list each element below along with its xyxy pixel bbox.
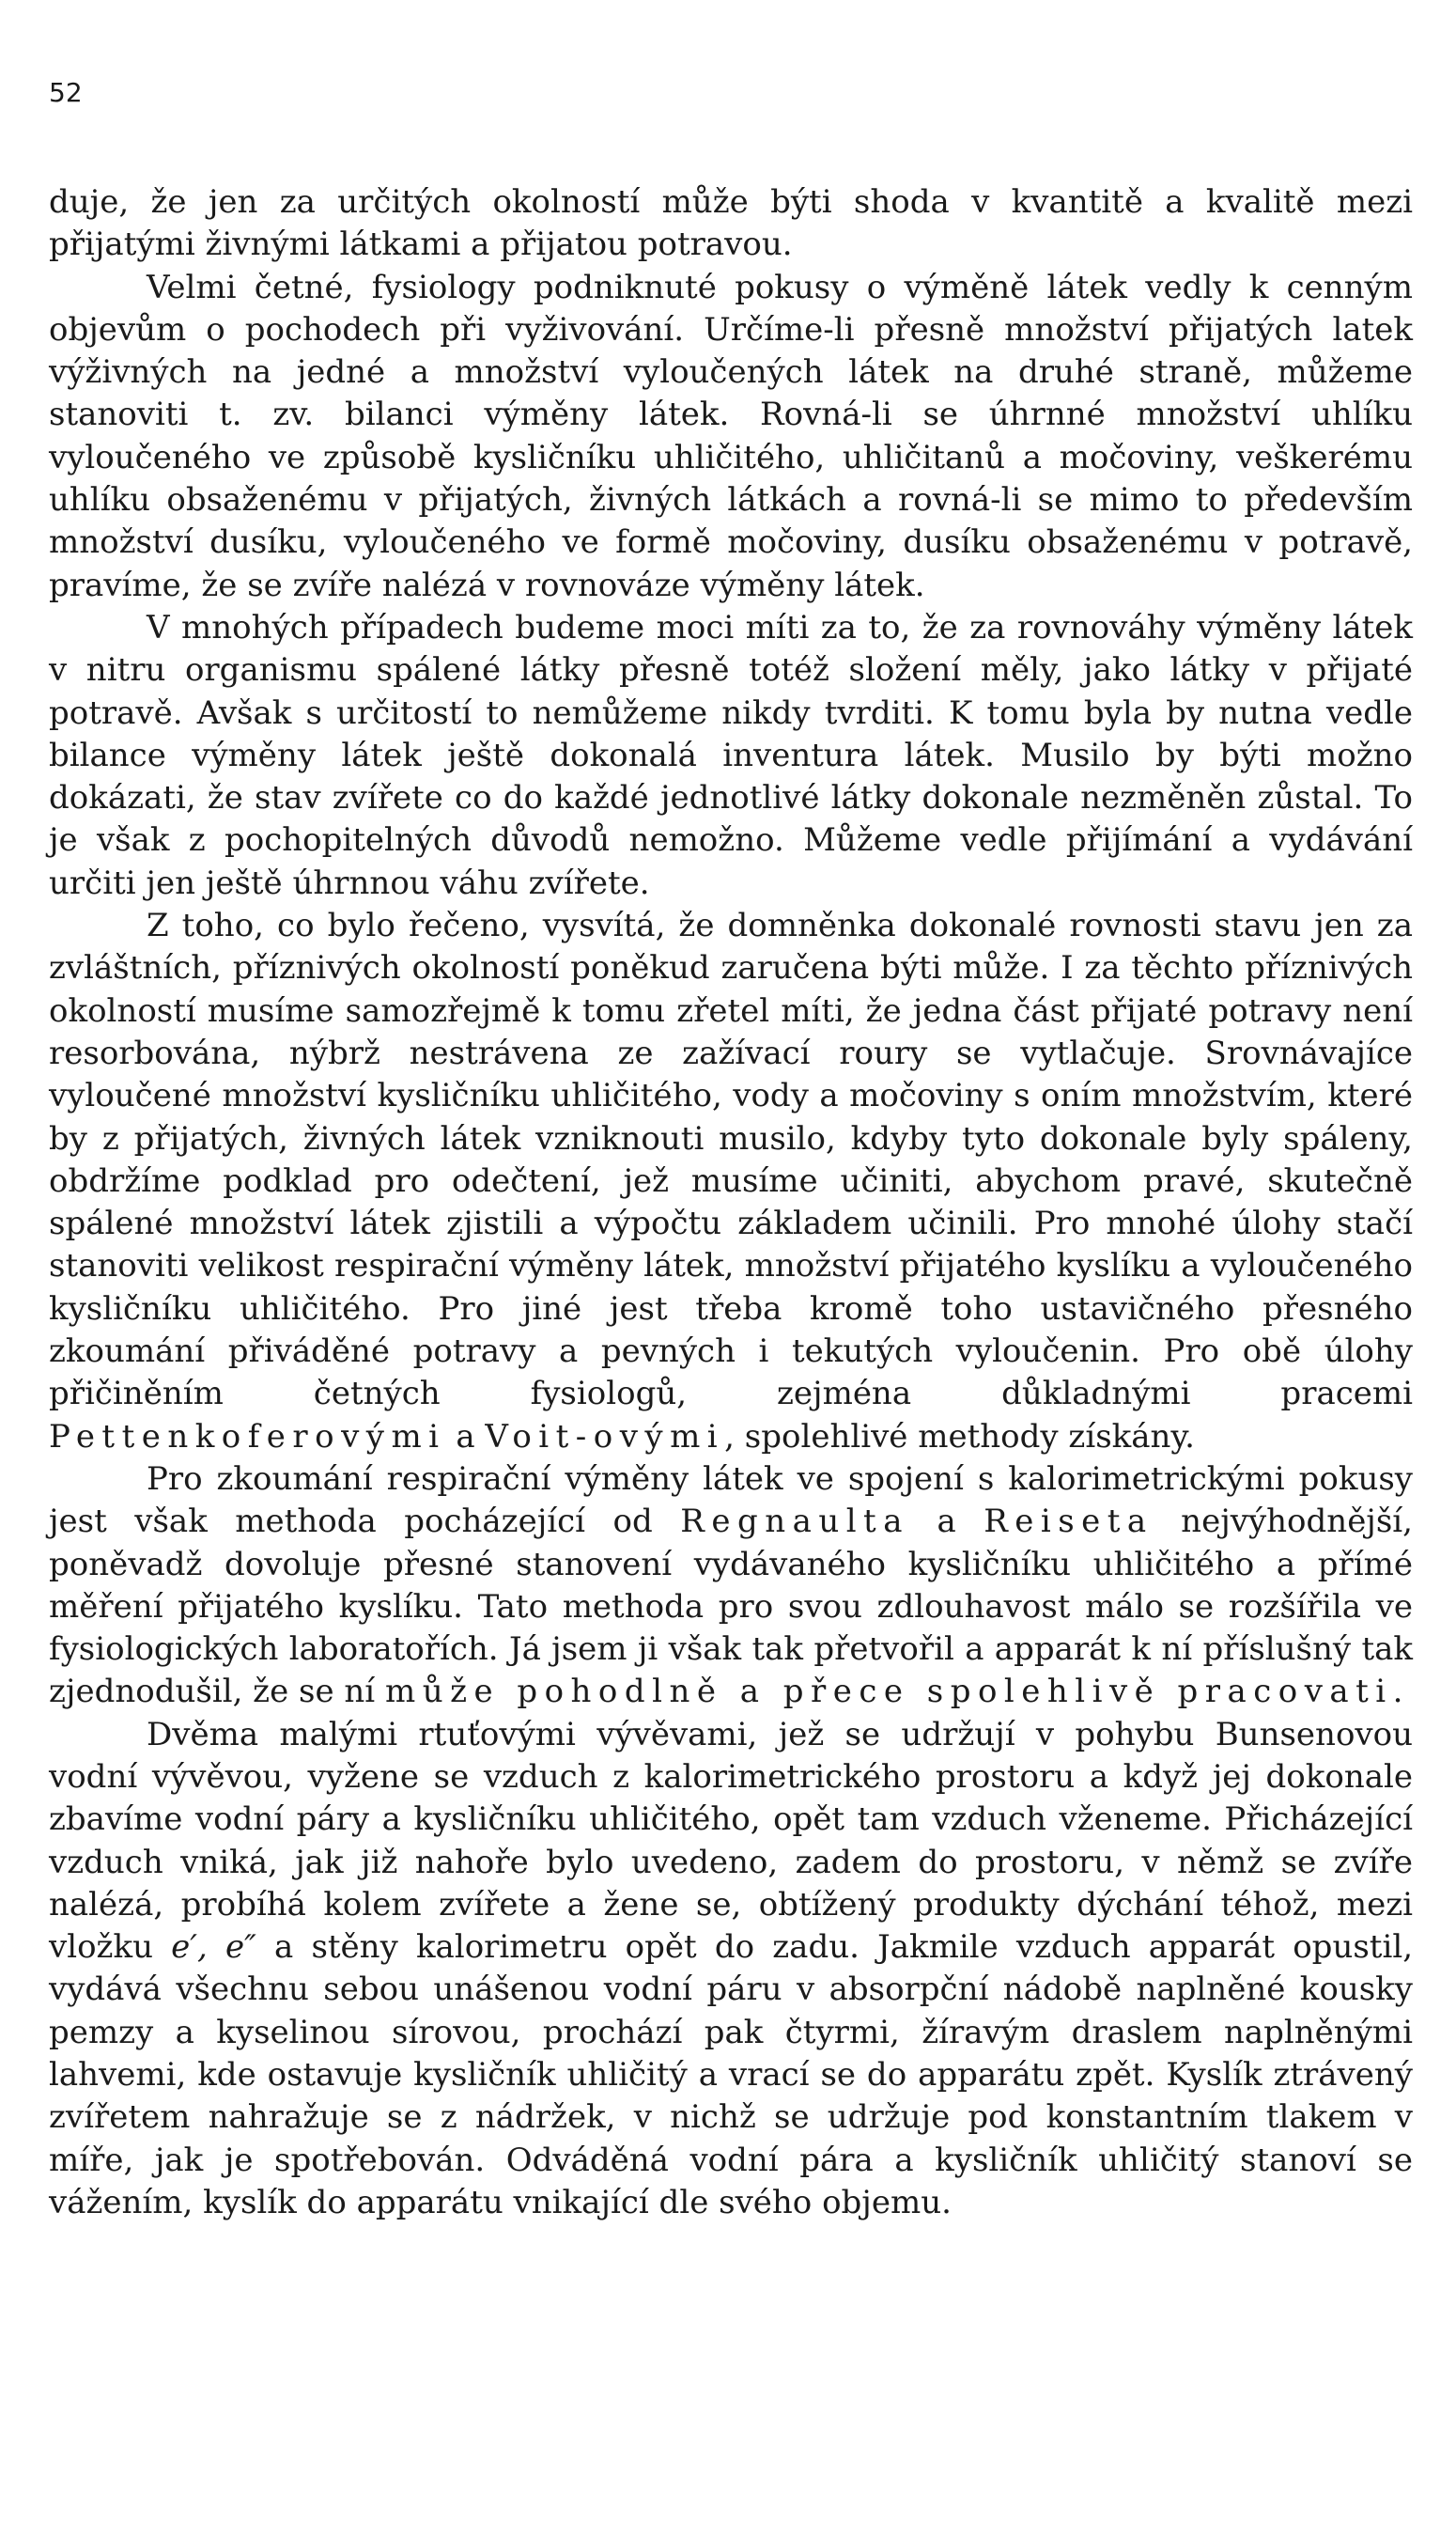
author-name-reiset: Reiseta bbox=[984, 1503, 1154, 1541]
text-segment: a stěny kalorimetru opět do zadu. Jakmile vzduch apparát opustil, vydává všechnu sebou unášenou vodní páru v absorpční nádobě naplněné kousky pemzy a kyselinou sírovou, prochází pak čtyrmi, žíravým draslem naplněnými lahvemi, kde ostavuje kysličník uhličitý a vrací se do apparátu zpět. Kyslík ztrávený zvířetem nahražuje se z nádržek, v nichž se udržuje pod konstantním tlakem v míře, jak je spotřebován. Odváděná vodní pára a kysličník uhličitý stanoví se vážením, kyslík do apparátu vnikající dle svého objemu. bbox=[49, 1928, 1414, 2221]
text-segment: Dvěma malými rtuťovými vývěvami, jež se udržují v pohybu Bunsenovou vodní vývěvou, vyžene se vzduch z kalorimetrického prostoru a když jej dokonale zbavíme vodní páry a kysličníku uhličitého, opět tam vzduch vženeme. Přicházející vzduch vniká, jak již nahoře bylo uvedeno, zadem do prostoru, v němž se zvíře nalézá, probíhá kolem zvířete a žene se, obtížený produkty dýchání téhož, mezi vložku bbox=[49, 1715, 1413, 1967]
emphasis-text: může pohodlně a přece spolehlivě pracovati bbox=[384, 1673, 1393, 1711]
page-number: 52 bbox=[49, 77, 83, 108]
paragraph-6 bbox=[49, 1714, 1413, 2225]
author-name-pettenkofer: Pettenkoferovými bbox=[49, 1417, 446, 1456]
author-name-regnault: Regnaulta bbox=[680, 1503, 909, 1541]
text-segment: nejvýhodnější, poněvadž dovoluje přesné stanovení vydávaného kysličníku uhličitého a přímé měření přijatého kyslíku. Tato methoda pro svou zdlouhavost málo se rozšířila ve fysiologických laboratořích. Já jsem ji však tak přetvořil a apparát k ní příslušný tak zjednodušil, že se ní bbox=[49, 1503, 1413, 1711]
formula-symbol: e′, e″ bbox=[171, 1928, 256, 1967]
paragraph-5 bbox=[49, 1458, 1413, 1714]
text-segment: Velmi četné, fysiology podniknuté pokusy o výměně látek vedly k cenným objevům o pochodech při vyživování. Určíme-li přesně množství přijatých latek výživných na jedné a množství vyloučených látek na druhé straně, můžeme stanoviti t. zv. bilanci výměny látek. Rovná-li se úhrnné množství uhlíku vyloučeného ve způsobě kysličníku uhličitého, uhličitanů a močoviny, veškerému uhlíku obsaženému v přijatých, živných látkách a rovná-li se mimo to především množství dusíku, vyloučeného ve formě močoviny, dusíku obsaženému v potravě, pravíme, že se zvíře nalézá v rovnováze výměny látek. bbox=[49, 268, 1413, 604]
body-text bbox=[49, 181, 1413, 2224]
text-segment: V mnohých případech budeme moci míti za to, že za rovnováhy výměny látek v nitru organismu spálené látky přesně totéž složení měly, jako látky v přijaté potravě. Avšak s určitostí to nemůžeme nikdy tvrditi. K tomu byla by nutna vedle bilance výměny látek ještě dokonalá inventura látek. Musilo by býti možno dokázati, že stav zvířete co do každé jednotlivé látky dokonale nezměněn zůstal. To je však z pochopitelných důvodů nemožno. Můžeme vedle přijímání a vydávání určiti jen ještě úhrnnou váhu zvířete. bbox=[49, 608, 1413, 902]
text-segment: duje, že jen za určitých okolností může býti shoda v kvantitě a kvalitě mezi přijatými živnými látkami a přijatou potravou. bbox=[49, 183, 1413, 264]
author-name-voit: Voit-ovými bbox=[485, 1417, 725, 1456]
paragraph-1 bbox=[49, 181, 1413, 267]
text-segment: . bbox=[1392, 1673, 1403, 1711]
paragraph-4 bbox=[49, 905, 1413, 1458]
text-segment: Z toho, co bylo řečeno, vysvítá, že domněnka dokonalé rovnosti stavu jen za zvláštních, příznivých okolností poněkud zaručena býti může. I za těchto příznivých okolností musíme samozřejmě k tomu zřetel míti, že jedna část přijaté potravy není resorbována, nýbrž nestrávena ze zažívací roury se vytlačuje. Srovnávajíce vyloučené množství kysličníku uhličitého, vody a močoviny s oním množstvím, které by z přijatých, živných látek vzniknouti musilo, kdyby tyto dokonale byly spáleny, obdržíme podklad pro odečtení, jež musíme učiniti, abychom pravé, skutečně spálené množství látek zjistili a výpočtu základem učinili. Pro mnohé úlohy stačí stanoviti velikost respirační výměny látek, množství přijatého kyslíku a vyloučeného kysličníku uhličitého. Pro jiné jest třeba kromě toho ustavičného přesného zkoumání přiváděné potravy a pevných i tekutých vyloučenin. Pro obě úlohy přičiněním četných fysiologů, zejména důkladnými pracemi bbox=[49, 907, 1413, 1413]
text-segment: a bbox=[445, 1417, 486, 1456]
text-segment: a bbox=[908, 1503, 984, 1541]
paragraph-3 bbox=[49, 607, 1413, 905]
paragraph-2 bbox=[49, 267, 1413, 607]
text-segment: Pro zkoumání respirační výměny látek ve spojení s kalorimetrickými pokusy jest však methoda pocházející od bbox=[49, 1459, 1413, 1541]
text-segment: , spolehlivé methody získány. bbox=[724, 1417, 1195, 1456]
